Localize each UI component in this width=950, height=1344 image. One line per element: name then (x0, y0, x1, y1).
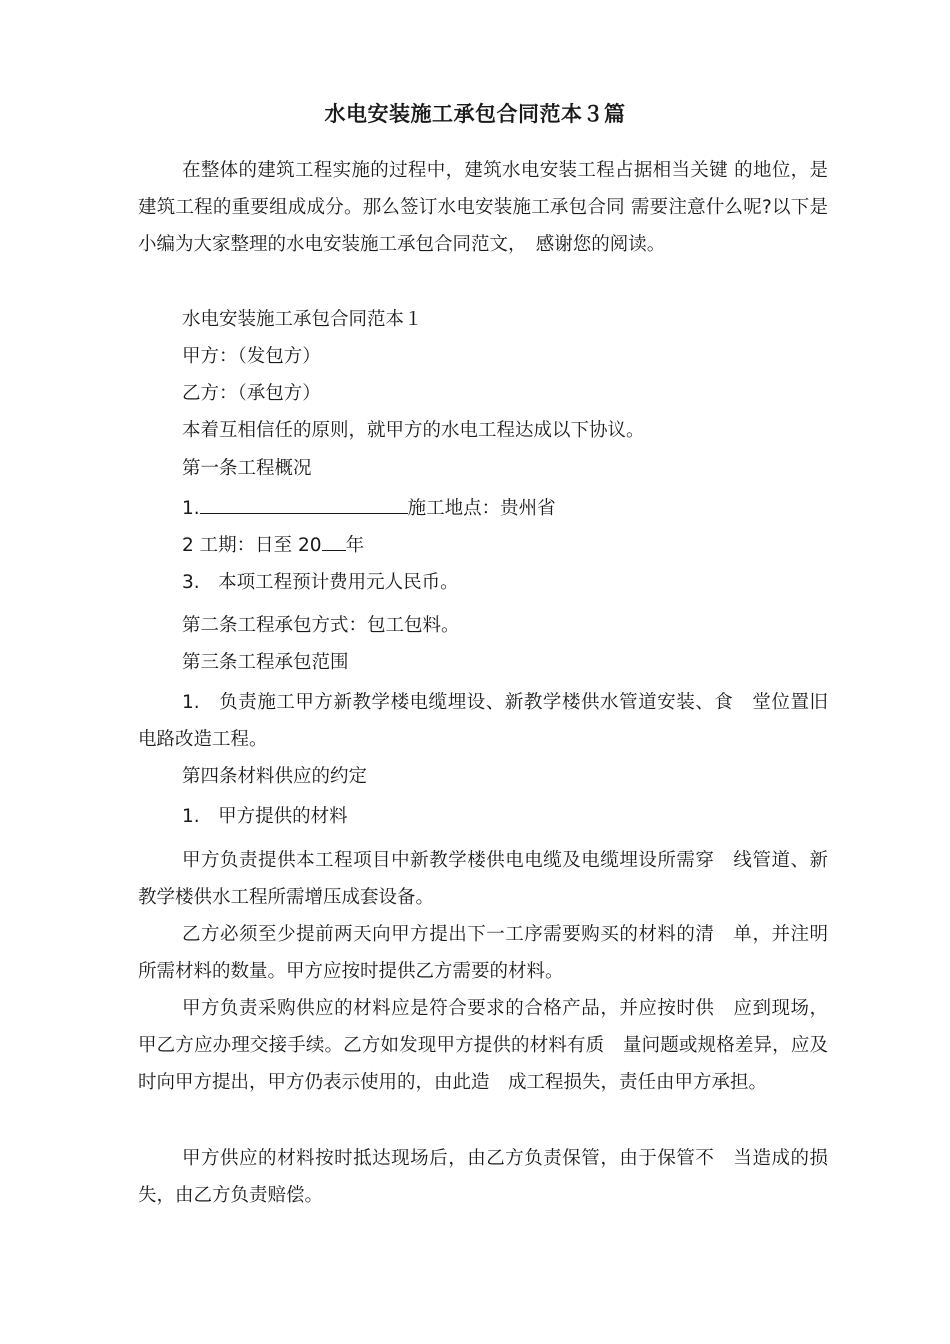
preamble-line: 本着互相信任的原则，就甲方的水电工程达成以下协议。 (182, 420, 645, 441)
fill-in-blank (322, 549, 346, 551)
intro-paragraph: 在整体的建筑工程实施的过程中，建筑水电安装工程占据相当关键 的地位，是建筑工程的重要组成成分。那么签订水电安装施工承包合同 需要注意什么呢?以下是小编为大家整理的水电安装施工承包合同范文， 感谢您的阅读。 (138, 160, 828, 255)
materials-paragraph-d: 甲方供应的材料按时抵达现场后，由乙方负责保管，由于保管不 当造成的损失，由乙方负责赔偿。 (138, 1148, 828, 1206)
article3-item1: 1. 负责施工甲方新教学楼电缆埋设、新教学楼供水管道安装、食 堂位置旧电路改造工程。 (138, 692, 828, 750)
article2-line: 第二条工程承包方式：包工包料。 (182, 615, 460, 636)
item2-suffix: 年 (345, 535, 365, 556)
materials-paragraph-c: 甲方负责采购供应的材料应是符合要求的合格产品，并应按时供 应到现场，甲乙方应办理交接手续。乙方如发现甲方提供的材料有质 量问题或规格差异，应及时向甲方提出，甲方仍表示使用的，由此造 成工程损失，责任由甲方承担。 (138, 998, 828, 1093)
article1-item3: 3. 本项工程预计费用元人民币。 (182, 572, 459, 593)
article1-item2 (182, 527, 364, 564)
article4-item1: 1. 甲方提供的材料 (182, 806, 348, 827)
materials-paragraph-b: 乙方必须至少提前两天向甲方提出下一工序需要购买的材料的清 单，并注明所需材料的数量。甲方应按时提供乙方需要的材料。 (138, 924, 828, 982)
article3-heading: 第三条工程承包范围 (182, 652, 349, 673)
item1-prefix: 1. (182, 498, 200, 519)
document-title: 水电安装施工承包合同范本３篇 (324, 102, 626, 126)
party-a-line: 甲方：（发包方） (182, 346, 321, 367)
article4-heading: 第四条材料供应的约定 (182, 766, 368, 787)
fill-in-blank (200, 512, 408, 514)
article1-heading: 第一条工程概况 (182, 458, 312, 479)
materials-paragraph-a: 甲方负责提供本工程项目中新教学楼供电电缆及电缆埋设所需穿 线管道、新教学楼供水工程所需增压成套设备。 (138, 850, 828, 908)
article1-item1 (182, 490, 556, 527)
item2-prefix: 2 工期：日至 20 (182, 535, 322, 556)
item1-suffix: 施工地点：贵州省 (407, 498, 556, 519)
section-heading: 水电安装施工承包合同范本１ (182, 309, 423, 330)
party-b-line: 乙方：（承包方） (182, 383, 321, 404)
